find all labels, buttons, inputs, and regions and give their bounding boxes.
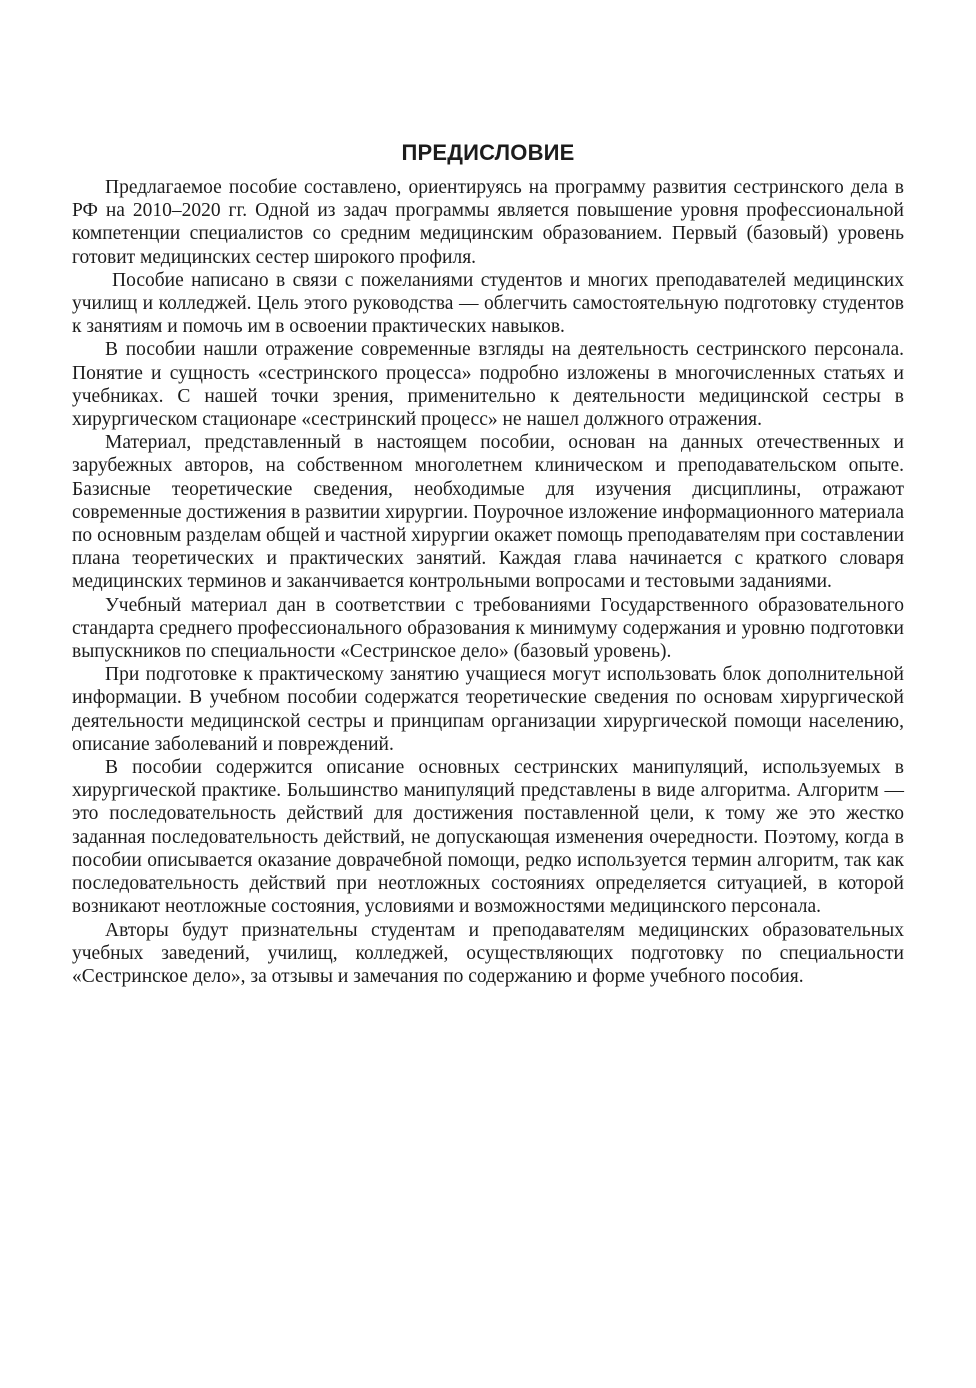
- paragraph-8: Авторы будут признательны студентам и преподавателям медицинских образовательных учебных заведений, училищ, колледжей, осуществляющих подготовку по специальности «Сестринское дело», за отзывы и замечания по содержанию и форме учебного пособия.: [72, 919, 904, 987]
- page-title: ПРЕДИСЛОВИЕ: [401, 140, 575, 165]
- paragraph-3: В пособии нашли отражение современные взгляды на деятельность сестринского персонала. Понятие и сущность «сестринского процесса» подробно изложены в многочисленных статьях и учебниках. С нашей точки зрения, применительно к деятельности медицинской сестры в хирургическом стационаре «сестринский процесс» не нашел должного отражения.: [72, 339, 904, 431]
- paragraph-4: Материал, представленный в настоящем пособии, основан на данных отечественных и зарубежных авторов, на собственном многолетнем клиническом и преподавательском опыте. Базисные теоретические сведения, необходимые для изучения дисциплины, отражают современные достижения в развитии хирургии. Поурочное изложение информационного материала по основным разделам общей и частной хирургии окажет помощь преподавателям при составлении плана теоретических и практических занятий. Каждая глава начинается с краткого словаря медицинских терминов и заканчивается контрольными вопросами и тестовыми заданиями.: [72, 432, 904, 593]
- document-page: [72, 138, 904, 988]
- paragraph-1: Предлагаемое пособие составлено, ориентируясь на программу развития сестринского дела в РФ на 2010–2020 гг. Одной из задач программы является повышение уровня профессиональной компетенции специалистов со средним медицинским образованием. Первый (базовый) уровень готовит медицинских сестер широкого профиля.: [72, 177, 904, 268]
- paragraph-7: В пособии содержится описание основных сестринских манипуляций, используемых в хирургической практике. Большинство манипуляций представлены в виде алгоритма. Алгоритм — это последовательность действий для достижения поставленной цели, к тому же это жестко заданная последовательность действий, не допускающая изменения очередности. Поэтому, когда в пособии описывается оказание доврачебной помощи, редко используется термин алгоритм, так как последовательность действий при неотложных состояниях определяется ситуацией, в которой возникают неотложные состояния, условиями и возможностями медицинского персонала.: [72, 757, 904, 918]
- paragraph-6: При подготовке к практическому занятию учащиеся могут использовать блок дополнительной информации. В учебном пособии содержатся теоретические сведения по основам хирургической деятельности медицинской сестры и принципам организации хирургической помощи населению, описание заболеваний и повреждений.: [72, 664, 904, 755]
- paragraph-5: Учебный материал дан в соответствии с требованиями Государственного образовательного стандарта среднего профессионального образования к минимуму содержания и уровню подготовки выпускников по специальности «Сестринское дело» (базовый уровень).: [72, 594, 904, 663]
- preface-body: [72, 176, 904, 988]
- paragraph-2: Пособие написано в связи с пожеланиями студентов и многих преподавателей медицинских училищ и колледжей. Цель этого руководства — облегчить самостоятельную подготовку студентов к занятиям и помочь им в освоении практических навыков.: [72, 269, 904, 338]
